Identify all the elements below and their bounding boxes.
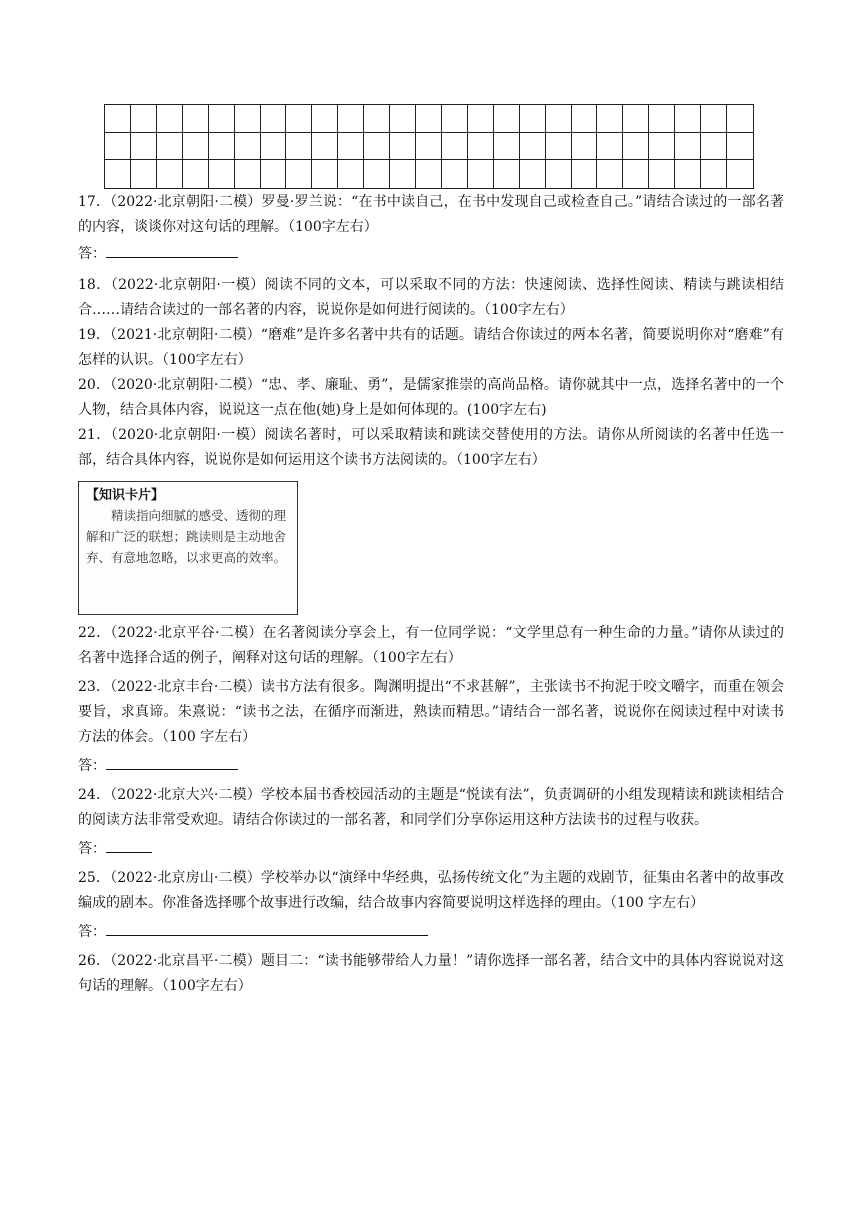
grid-cell[interactable] xyxy=(286,160,312,188)
question-22: 22．（2022·北京平谷·二模）在名著阅读分享会上，有一位同学说：“文学里总有一种生命的力量。”请你从读过的名著中选择合适的例子，阐释对这句话的理解。（100字左右） xyxy=(78,625,784,666)
grid-cell[interactable] xyxy=(623,105,649,133)
question-21: 21．（2020·北京朝阳·一模）阅读名著时，可以采取精读和跳读交替使用的方法。请你从所阅读的名著中任选一部，结合具体内容，说说你是如何运用这个读书方法阅读的。（100字左右） xyxy=(78,427,784,468)
grid-cell[interactable] xyxy=(390,160,416,188)
grid-cell[interactable] xyxy=(261,133,287,161)
grid-cell[interactable] xyxy=(286,133,312,161)
grid-cell[interactable] xyxy=(416,105,442,133)
knowledge-card-title: 【知识卡片】 xyxy=(86,488,165,503)
grid-cell[interactable] xyxy=(494,105,520,133)
grid-cell[interactable] xyxy=(261,105,287,133)
grid-cell[interactable] xyxy=(286,105,312,133)
answer-blank-line xyxy=(106,243,238,258)
grid-cell[interactable] xyxy=(520,160,546,188)
question-19: 19．（2021·北京朝阳·二模）“磨难”是许多名著中共有的话题。请结合你读过的两本名著，简要说明你对“磨难”有怎样的认识。（100字左右） xyxy=(78,327,784,368)
grid-cell[interactable] xyxy=(727,105,753,133)
grid-cell[interactable] xyxy=(105,160,131,188)
grid-cell[interactable] xyxy=(727,133,753,161)
grid-cell[interactable] xyxy=(494,160,520,188)
grid-cell[interactable] xyxy=(597,160,623,188)
grid-cell[interactable] xyxy=(105,133,131,161)
grid-cell[interactable] xyxy=(183,133,209,161)
grid-cell[interactable] xyxy=(157,105,183,133)
grid-cell[interactable] xyxy=(701,105,727,133)
grid-cell[interactable] xyxy=(209,105,235,133)
question-20: 20．（2020·北京朝阳·二模）“忠、孝、廉耻、勇”，是儒家推崇的高尚品格。请你就其中一点，选择名著中的一个人物，结合具体内容，说说这一点在他(她)身上是如何体现的。(100字左右) xyxy=(78,377,784,418)
answer-25 xyxy=(78,920,784,945)
grid-cell[interactable] xyxy=(572,133,598,161)
grid-cell[interactable] xyxy=(546,160,572,188)
question-17: 17．（2022·北京朝阳·二模）罗曼·罗兰说：“在书中读自己，在书中发现自己或检查自己。”请结合读过的一部名著的内容，谈谈你对这句话的理解。（100字左右） xyxy=(78,194,784,235)
question-26: 26．（2022·北京昌平·二模）题目二：“读书能够带给人力量！”请你选择一部名著，结合文中的具体内容说说对这句话的理解。（100字左右） xyxy=(78,953,784,994)
knowledge-card-body: 精读指向细腻的感受、透彻的理解和广泛的联想；跳读则是主动地舍弃、有意地忽略，以求更高的效率。 xyxy=(86,508,287,565)
grid-cell[interactable] xyxy=(597,133,623,161)
grid-cell[interactable] xyxy=(364,105,390,133)
grid-cell[interactable] xyxy=(338,160,364,188)
grid-cell[interactable] xyxy=(675,105,701,133)
grid-cell[interactable] xyxy=(546,133,572,161)
grid-cell[interactable] xyxy=(442,105,468,133)
grid-cell[interactable] xyxy=(390,105,416,133)
grid-cell[interactable] xyxy=(623,133,649,161)
answer-grid xyxy=(104,104,754,189)
grid-cell[interactable] xyxy=(131,160,157,188)
answer-23 xyxy=(78,754,784,779)
question-24: 24．（2022·北京大兴·二模）学校本届书香校园活动的主题是“悦读有法”，负责调研的小组发现精读和跳读相结合的阅读方法非常受欢迎。请结合你读过的一部名著，和同学们分享你运用这种方法读书的过程与收获。 xyxy=(78,787,784,828)
question-23: 23．（2022·北京丰台·二模）读书方法有很多。陶渊明提出“不求甚解”，主张读书不拘泥于咬文嚼字，而重在领会要旨，求真谛。朱熹说：“读书之法，在循序而渐进，熟读而精思。”请结合一部名著，说说你在阅读过程中对读书方法的体会。（100 字左右） xyxy=(78,679,784,745)
grid-cell[interactable] xyxy=(675,160,701,188)
grid-cell[interactable] xyxy=(183,105,209,133)
grid-cell[interactable] xyxy=(157,133,183,161)
grid-cell[interactable] xyxy=(131,105,157,133)
grid-cell[interactable] xyxy=(649,133,675,161)
grid-cell[interactable] xyxy=(649,160,675,188)
grid-cell[interactable] xyxy=(442,133,468,161)
grid-cell[interactable] xyxy=(416,133,442,161)
answer-24 xyxy=(78,837,784,862)
grid-cell[interactable] xyxy=(468,160,494,188)
grid-cell[interactable] xyxy=(209,133,235,161)
grid-cell[interactable] xyxy=(727,160,753,188)
grid-cell[interactable] xyxy=(572,160,598,188)
grid-cell[interactable] xyxy=(416,160,442,188)
grid-cell[interactable] xyxy=(494,133,520,161)
question-25: 25．（2022·北京房山·二模）学校举办以“演绎中华经典，弘扬传统文化”为主题的戏剧节，征集由名著中的故事改编成的剧本。你准备选择哪个故事进行改编，结合故事内容简要说明这样选择的理由。（100 字左右） xyxy=(78,870,784,911)
grid-cell[interactable] xyxy=(157,160,183,188)
grid-cell[interactable] xyxy=(546,105,572,133)
answer-label: 答： xyxy=(78,841,106,857)
grid-cell[interactable] xyxy=(520,105,546,133)
grid-cell[interactable] xyxy=(338,133,364,161)
grid-cell[interactable] xyxy=(105,105,131,133)
grid-cell[interactable] xyxy=(261,160,287,188)
grid-cell[interactable] xyxy=(468,105,494,133)
grid-cell[interactable] xyxy=(312,160,338,188)
grid-cell[interactable] xyxy=(520,133,546,161)
grid-cell[interactable] xyxy=(364,160,390,188)
grid-cell[interactable] xyxy=(701,133,727,161)
answer-label: 答： xyxy=(78,246,106,262)
grid-cell[interactable] xyxy=(623,160,649,188)
grid-cell[interactable] xyxy=(183,160,209,188)
answer-label: 答： xyxy=(78,924,106,940)
grid-cell[interactable] xyxy=(312,105,338,133)
grid-cell[interactable] xyxy=(312,133,338,161)
answer-label: 答： xyxy=(78,758,106,774)
grid-cell[interactable] xyxy=(468,133,494,161)
grid-cell[interactable] xyxy=(235,160,261,188)
grid-cell[interactable] xyxy=(209,160,235,188)
answer-blank-line xyxy=(106,838,152,853)
grid-cell[interactable] xyxy=(390,133,416,161)
grid-cell[interactable] xyxy=(235,105,261,133)
answer-blank-line xyxy=(106,921,428,936)
question-18: 18．（2022·北京朝阳·一模）阅读不同的文本，可以采取不同的方法：快速阅读、选择性阅读、精读与跳读相结合……请结合读过的一部名著的内容，说说你是如何进行阅读的。（100字左右） xyxy=(78,277,784,318)
grid-cell[interactable] xyxy=(649,105,675,133)
grid-cell[interactable] xyxy=(572,105,598,133)
grid-cell[interactable] xyxy=(675,133,701,161)
grid-cell[interactable] xyxy=(235,133,261,161)
grid-cell[interactable] xyxy=(701,160,727,188)
question-list xyxy=(78,190,784,999)
grid-cell[interactable] xyxy=(597,105,623,133)
answer-blank-line xyxy=(106,755,238,770)
knowledge-card xyxy=(78,481,298,615)
grid-cell[interactable] xyxy=(338,105,364,133)
grid-cell[interactable] xyxy=(442,160,468,188)
grid-cell[interactable] xyxy=(131,133,157,161)
grid-cell[interactable] xyxy=(364,133,390,161)
answer-17 xyxy=(78,242,784,267)
